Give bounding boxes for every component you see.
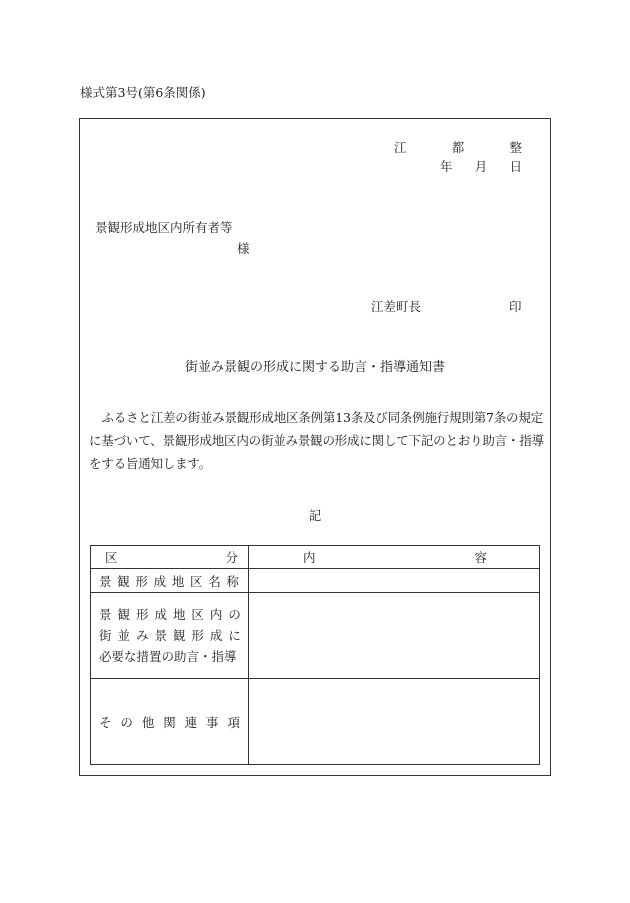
label-line: 必要な措置の助言・指導 bbox=[99, 649, 237, 664]
label-char: 形 bbox=[135, 573, 148, 589]
label-char: 称 bbox=[226, 573, 239, 589]
header-content-char: 内 bbox=[303, 550, 316, 565]
doc-number-char: 整 bbox=[509, 140, 522, 155]
seal-mark: 印 bbox=[509, 299, 522, 314]
row-label-other-matters bbox=[91, 679, 249, 765]
row-value-measures[interactable] bbox=[249, 593, 540, 679]
document-title: 街並み景観の形成に関する助言・指導通知書 bbox=[184, 360, 445, 375]
label-char: 成 bbox=[154, 607, 167, 622]
recipient-name: 景観形成地区内所有者等 bbox=[95, 220, 233, 235]
label-char: 並 bbox=[117, 628, 130, 643]
label-char: 区 bbox=[190, 573, 203, 589]
table-header-row bbox=[91, 546, 540, 569]
header-category-char: 分 bbox=[225, 550, 238, 565]
label-char: 区 bbox=[191, 607, 204, 622]
doc-number-char: 江 bbox=[394, 140, 407, 155]
row-value-district-name[interactable] bbox=[249, 569, 540, 593]
label-char: 地 bbox=[171, 573, 185, 589]
label-char: 成 bbox=[209, 628, 223, 643]
document-number bbox=[394, 138, 522, 156]
row-value-other-matters[interactable] bbox=[249, 679, 540, 765]
date-day: 日 bbox=[509, 159, 522, 174]
label-char: 景 bbox=[99, 573, 112, 589]
table-row bbox=[91, 569, 540, 593]
label-char: の bbox=[120, 714, 133, 730]
label-char: 観 bbox=[117, 573, 130, 589]
date-line bbox=[440, 157, 522, 175]
header-category-char: 区 bbox=[105, 550, 118, 565]
label-char: 関 bbox=[163, 714, 176, 730]
header-content-cell bbox=[249, 546, 540, 569]
label-char: 形 bbox=[191, 628, 204, 643]
label-char: 成 bbox=[153, 573, 167, 589]
header-content-char: 容 bbox=[474, 550, 487, 565]
label-char: 観 bbox=[172, 628, 186, 643]
date-month: 月 bbox=[474, 159, 488, 174]
label-char: に bbox=[228, 628, 241, 643]
header-category-cell bbox=[91, 546, 249, 569]
sender-name: 江差町長 bbox=[371, 299, 422, 314]
date-year: 年 bbox=[440, 159, 453, 174]
items-table bbox=[90, 545, 540, 765]
label-char: 項 bbox=[227, 714, 240, 730]
row-label-district-name bbox=[91, 569, 249, 593]
table-row bbox=[91, 679, 540, 765]
label-char: 観 bbox=[117, 607, 130, 622]
label-char: そ bbox=[99, 714, 112, 730]
label-char: 事 bbox=[206, 714, 219, 730]
label-char: 連 bbox=[184, 714, 198, 730]
label-char: 他 bbox=[141, 714, 155, 730]
label-char: 地 bbox=[172, 607, 186, 622]
form-number: 様式第3号(第6条関係) bbox=[80, 85, 206, 100]
note-mark: 記 bbox=[308, 508, 322, 523]
label-char: 景 bbox=[99, 607, 112, 622]
body-text: ふるさと江差の街並み景観形成地区条例第13条及び同条例施行規則第7条の規定に基づいて、景観形成地区内の街並み景観の形成に関して下記のとおり助言・指導をする旨通知します。 bbox=[89, 410, 544, 471]
label-char: 景 bbox=[154, 628, 167, 643]
label-char: 内 bbox=[209, 607, 223, 622]
doc-number-char: 都 bbox=[451, 140, 465, 155]
recipient-honorific: 様 bbox=[237, 241, 250, 256]
label-char: 名 bbox=[208, 573, 221, 589]
label-char: 街 bbox=[99, 628, 112, 643]
table-row bbox=[91, 593, 540, 679]
row-label-measures bbox=[91, 593, 249, 679]
label-char: 形 bbox=[135, 607, 149, 622]
label-char: み bbox=[135, 628, 149, 643]
label-char: の bbox=[228, 607, 241, 622]
